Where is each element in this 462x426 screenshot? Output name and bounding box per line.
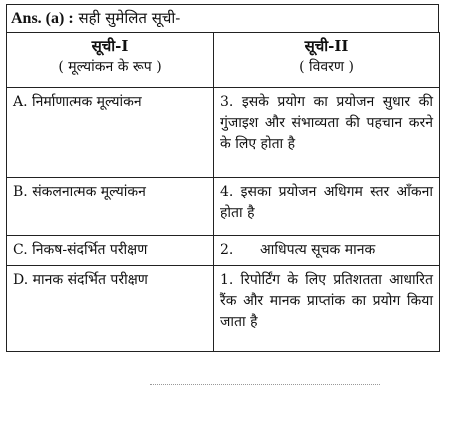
- column-header-subtitle: ( मूल्यांकन के रूप ): [58, 59, 162, 75]
- column-header-list-1: [7, 33, 214, 88]
- answer-label: Ans. (a) :: [11, 10, 74, 27]
- table-row: [7, 178, 440, 236]
- list-1-cell: C. निकष-संदर्भित परीक्षण: [7, 236, 214, 266]
- column-header-list-2: [214, 33, 440, 88]
- list-1-cell: D. मानक संदर्भित परीक्षण: [7, 266, 214, 352]
- table-row: [7, 236, 440, 266]
- table-row: [7, 266, 440, 352]
- cutoff-text-line: [150, 384, 380, 391]
- table-row: [7, 88, 440, 178]
- column-header-title: सूची-I: [91, 37, 129, 55]
- answer-block: [6, 4, 439, 352]
- list-2-cell: 1. रिपोर्टिंग के लिए प्रतिशतता आधारित रैंक और मानक प्राप्तांक का प्रयोग किया जाता है: [214, 266, 440, 352]
- list-2-cell: 3. इसके प्रयोग का प्रयोजन सुधार की गुंजाइश और संभाव्यता की पहचान करने के लिए होता है: [214, 88, 440, 178]
- table-header-row: [7, 33, 440, 88]
- list-2-cell: 2. आधिपत्य सूचक मानक: [214, 236, 440, 266]
- list-2-cell: 4. इसका प्रयोजन अधिगम स्तर आँकना होता है: [214, 178, 440, 236]
- list-1-cell: A. निर्माणात्मक मूल्यांकन: [7, 88, 214, 178]
- answer-text: सही सुमेलित सूची-: [78, 9, 181, 27]
- list-1-cell: B. संकलनात्मक मूल्यांकन: [7, 178, 214, 236]
- answer-header: [6, 4, 439, 32]
- column-header-title: सूची-II: [304, 37, 349, 55]
- match-table: [6, 32, 440, 352]
- column-header-subtitle: ( विवरण ): [299, 59, 354, 75]
